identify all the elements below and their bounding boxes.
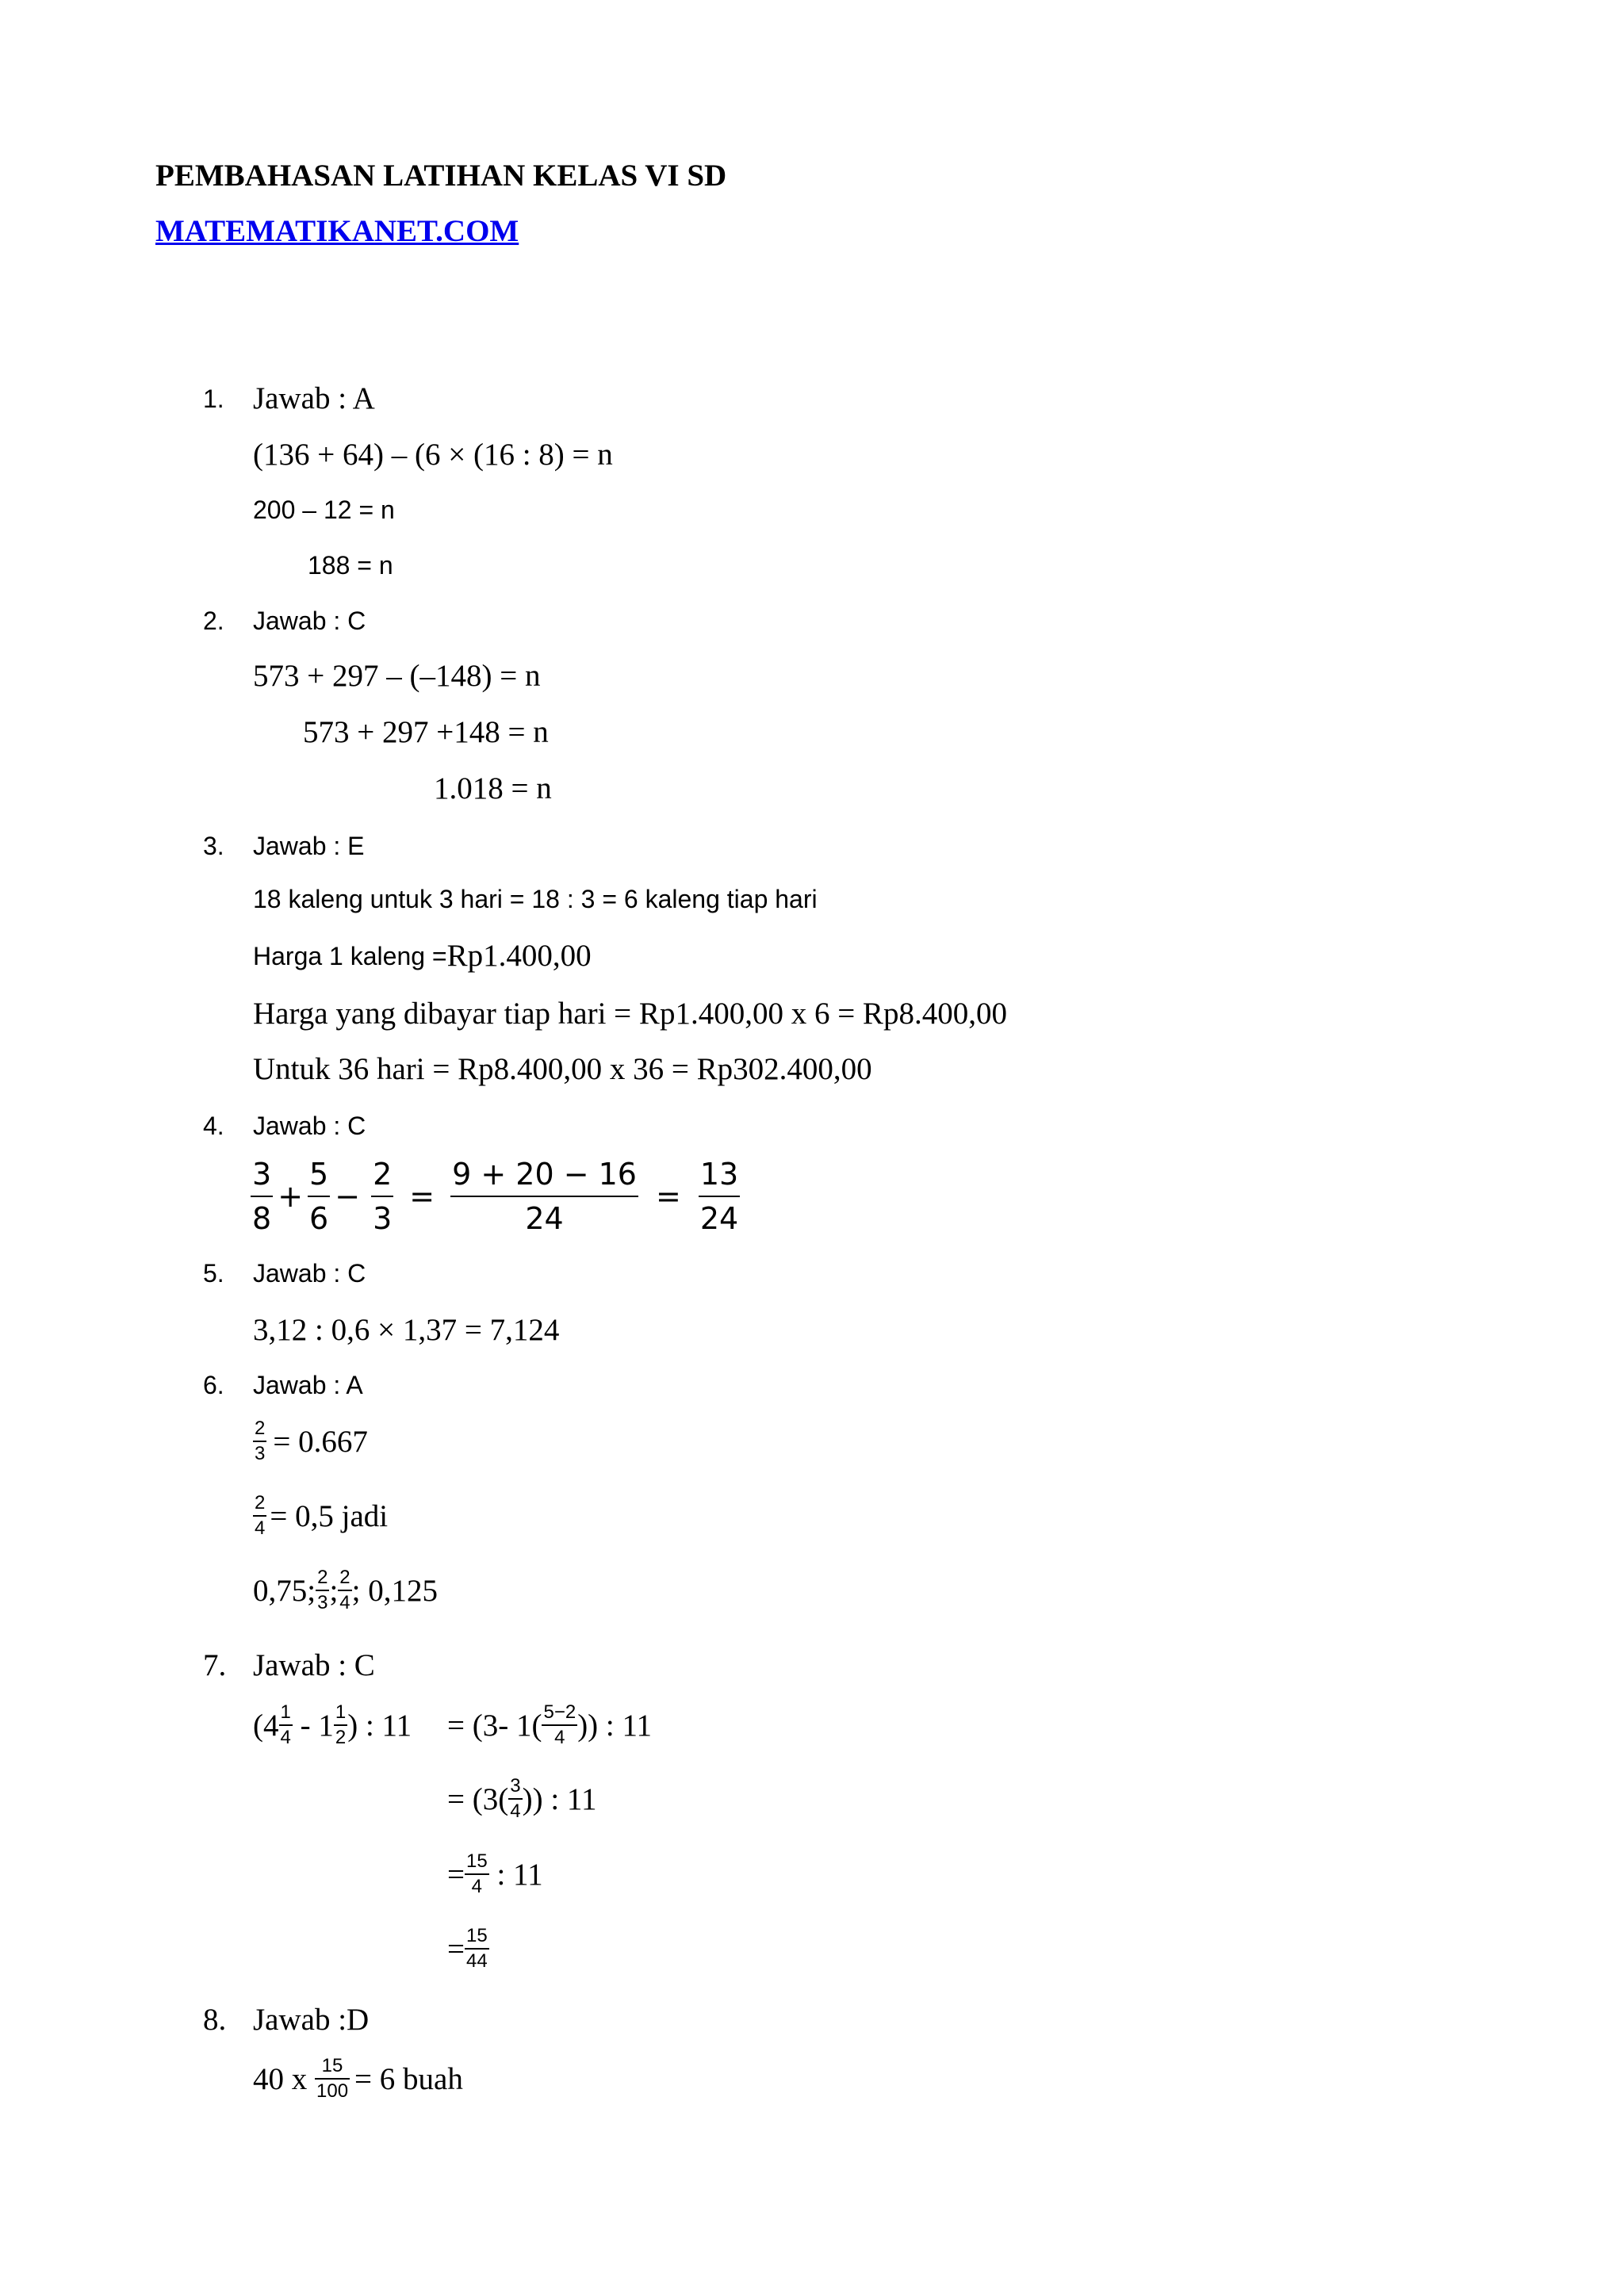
fraction: $\frac{1}{4}$ <box>280 1701 291 1748</box>
calc-line: 3,12 : 0,6 × 1,37 = 7,124 <box>253 1313 560 1347</box>
item-answer: Jawab : C <box>253 607 366 635</box>
fraction: $\frac{2}{3}$ <box>317 1567 328 1613</box>
item-answer: Jawab : C <box>253 1259 366 1288</box>
fraction: $\frac{3}{4}$ <box>510 1775 521 1822</box>
item-number: 1. <box>203 385 224 413</box>
item-number: 6. <box>203 1371 224 1399</box>
fraction: $\frac{2}{4}$ <box>339 1567 350 1613</box>
fraction: $\frac{3}{8}$ <box>252 1157 272 1236</box>
calc-line: = $\frac{15}{44}$ <box>447 1925 488 1972</box>
calc-line: $\frac{2}{3}$ = 0.667 <box>255 1418 368 1464</box>
fraction: $\frac{15}{4}$ <box>466 1850 488 1897</box>
calc-line: (136 + 64) – (6 × (16 : 8) = n <box>253 438 613 472</box>
calc-line: = (3( $\frac{3}{4}$ )) : 11 <box>447 1775 597 1822</box>
calc-line: 40 x $\frac{15}{100}$ = 6 buah <box>253 2055 463 2102</box>
item-number: 8. <box>203 2003 227 2037</box>
calc-line: Untuk 36 hari = Rp8.400,00 x 36 = Rp302.400,00 <box>253 1052 872 1086</box>
calc-line: Harga yang dibayar tiap hari = Rp1.400,00 x 6 = Rp8.400,00 <box>253 997 1007 1031</box>
calc-line: 573 + 297 +148 = n <box>303 715 549 749</box>
calc-line: 0,75; $\frac{2}{3}$ ; $\frac{2}{4}$ ; 0,125 <box>253 1567 438 1613</box>
item-number: 2. <box>203 607 224 635</box>
fraction: $\frac{5}{6}$ <box>309 1157 329 1236</box>
item-number: 3. <box>203 832 224 860</box>
calc-line: 188 = n <box>308 551 393 580</box>
fraction: $\frac{9 + 20 - 16}{24}$ <box>452 1157 637 1236</box>
item-answer: Jawab : A <box>253 1371 363 1399</box>
fraction: $\frac{2}{3}$ <box>373 1157 393 1236</box>
calc-line: = (3- 1( $\frac{5-2}{4}$ )) : 11 <box>447 1701 653 1748</box>
item-answer: Jawab : C <box>253 1648 375 1682</box>
fraction: $\frac{2}{3}$ <box>255 1418 266 1464</box>
fraction: $\frac{5-2}{4}$ <box>543 1701 576 1748</box>
site-link[interactable]: MATEMATIKANET.COM <box>155 214 519 248</box>
fraction: $\frac{13}{24}$ <box>699 1157 739 1236</box>
calc-line: = $\frac{15}{4}$ : 11 <box>447 1850 543 1897</box>
fraction: $\frac{15}{44}$ <box>466 1925 488 1972</box>
calc-line: 200 – 12 = n <box>253 496 395 524</box>
document-title: PEMBAHASAN LATIHAN KELAS VI SD <box>155 159 727 193</box>
price-line <box>253 940 592 971</box>
price-value: Rp1.400,00 <box>446 939 592 973</box>
item-number: 4. <box>203 1112 224 1140</box>
calc-line: (4 $\frac{1}{4}$ - 1 $\frac{1}{2}$ ) : 11 <box>253 1701 412 1748</box>
fraction: $\frac{15}{100}$ <box>316 2055 349 2102</box>
price-label: Harga 1 kaleng = <box>253 941 447 970</box>
item-answer: Jawab : C <box>253 1112 366 1140</box>
calc-line: 1.018 = n <box>434 771 552 806</box>
fraction-equation: $\frac{3}{8}$ + $\frac{5}{6}$ − $\frac{2}{3}$ = $\frac{9 + 20 - 16}{24}$ = $\frac{13}{24}$ <box>252 1157 739 1236</box>
calc-line: 18 kaleng untuk 3 hari = 18 : 3 = 6 kaleng tiap hari <box>253 885 818 913</box>
calc-line: 573 + 297 – (–148) = n <box>253 659 541 693</box>
calc-line: $\frac{2}{4}$ = 0,5 jadi <box>255 1492 389 1539</box>
item-number: 7. <box>203 1648 227 1682</box>
fraction: $\frac{2}{4}$ <box>255 1492 266 1539</box>
item-answer: Jawab : E <box>253 832 365 860</box>
fraction: $\frac{1}{2}$ <box>335 1701 347 1748</box>
item-answer: Jawab : A <box>253 381 375 415</box>
item-answer: Jawab :D <box>253 2003 370 2037</box>
item-number: 5. <box>203 1259 224 1288</box>
